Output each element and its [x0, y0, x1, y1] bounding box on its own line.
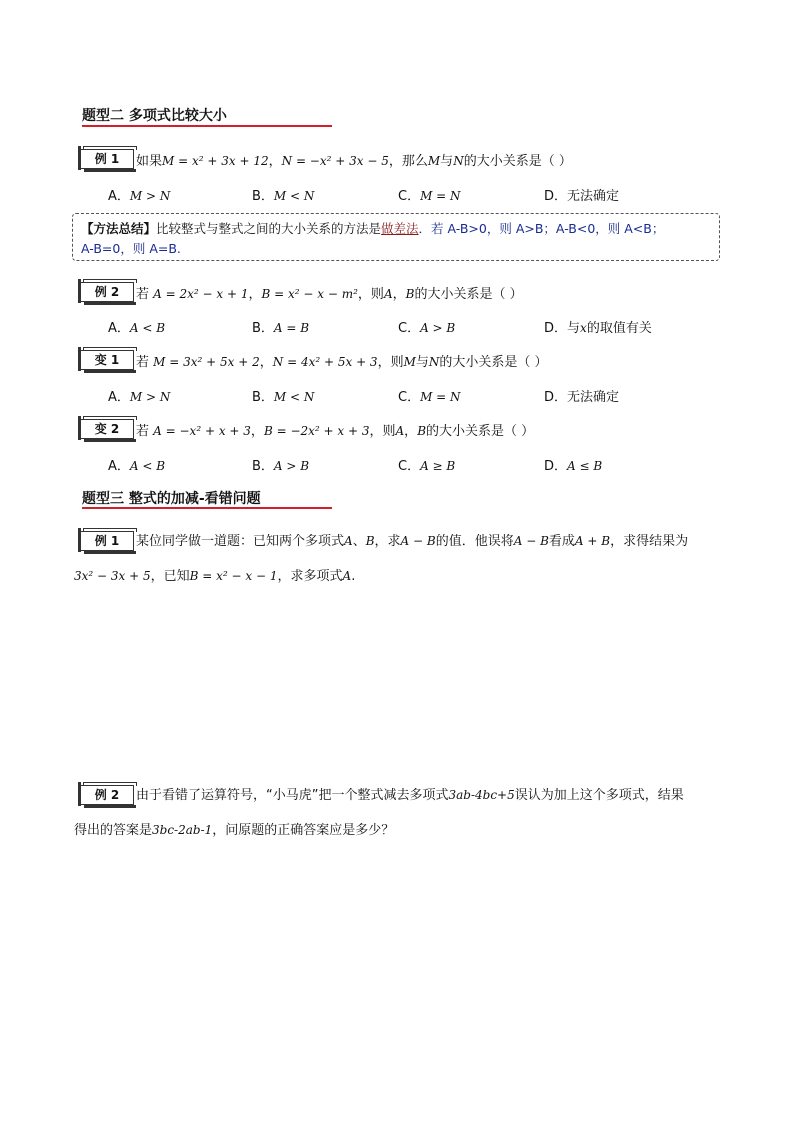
- summary-text: 比较整式与整式之间的大小关系的方法是: [156, 221, 382, 236]
- question-tag-var2: [80, 419, 134, 439]
- section-underline-3: [82, 507, 332, 509]
- question-s3ex2-line2: 得出的答案是3bc-2ab-1，问原题的正确答案应是多少？: [74, 823, 395, 838]
- question-s3ex2-line1: 由于看错了运算符号，“小马虎”把一个整式减去多项式3ab-4bc+5误认为加上这个多项式，结果: [136, 788, 684, 803]
- tag-label: 例 1: [94, 152, 120, 166]
- section-underline-2: [82, 125, 332, 127]
- option-c: C．M = N: [398, 189, 461, 204]
- option-d: D．A ≤ B: [544, 459, 603, 474]
- question-tag-s3ex2: [80, 785, 134, 805]
- section-title-2: 题型二 多项式比较大小: [82, 108, 227, 124]
- tag-label: 例 2: [94, 788, 120, 802]
- option-d: D．无法确定: [544, 189, 620, 204]
- question-tag-ex1: [80, 149, 134, 169]
- question-var1: 若 M = 3x² + 5x + 2，N = 4x² + 5x + 3，则M与N的大小关系是（ ）: [136, 355, 548, 370]
- summary-method: 做差法: [381, 221, 419, 236]
- option-b: B．A > B: [252, 459, 310, 474]
- option-a: A．A < B: [108, 321, 166, 336]
- option-c: C．M = N: [398, 390, 461, 405]
- question-ex1: 如果M = x² + 3x + 12，N = −x² + 3x − 5，那么M与N的大小关系是（ ）: [136, 154, 572, 169]
- section-title-3: 题型三 整式的加减-看错问题: [82, 491, 261, 507]
- question-ex2: 若 A = 2x² − x + 1，B = x² − x − m²，则A，B的大小关系是（ ）: [136, 287, 523, 302]
- option-c: C．A > B: [398, 321, 456, 336]
- tag-label: 变 1: [94, 353, 120, 367]
- option-a: A．M > N: [108, 189, 171, 204]
- option-a: A．M > N: [108, 390, 171, 405]
- question-s3ex1-line1: 某位同学做一道题：已知两个多项式A、B，求A − B的值．他误将A − B看成A + B，求得结果为: [136, 534, 689, 549]
- option-b: B．M < N: [252, 390, 315, 405]
- tag-label: 变 2: [94, 422, 120, 436]
- summary-rule-2: A-B=0，则 A=B.: [81, 241, 181, 256]
- tag-label: 例 2: [94, 285, 120, 299]
- question-tag-var1: [80, 350, 134, 370]
- tag-label: 例 1: [94, 534, 120, 548]
- method-summary-box: [72, 213, 720, 261]
- question-s3ex1-line2: 3x² − 3x + 5，已知B = x² − x − 1，求多项式A.: [74, 569, 356, 584]
- question-var2: 若 A = −x² + x + 3，B = −2x² + x + 3，则A，B的大小关系是（ ）: [136, 424, 535, 439]
- summary-rule: ．若 A-B>0，则 A>B；A-B<0，则 A<B；: [418, 221, 665, 236]
- option-b: B．M < N: [252, 189, 315, 204]
- option-a: A．A < B: [108, 459, 166, 474]
- option-b: B．A = B: [252, 321, 310, 336]
- question-tag-s3ex1: [80, 531, 134, 551]
- option-d: D．与x的取值有关: [544, 321, 652, 336]
- question-tag-ex2: [80, 282, 134, 302]
- summary-heading: 【方法总结】: [81, 221, 157, 236]
- option-d: D．无法确定: [544, 390, 620, 405]
- option-c: C．A ≥ B: [398, 459, 456, 474]
